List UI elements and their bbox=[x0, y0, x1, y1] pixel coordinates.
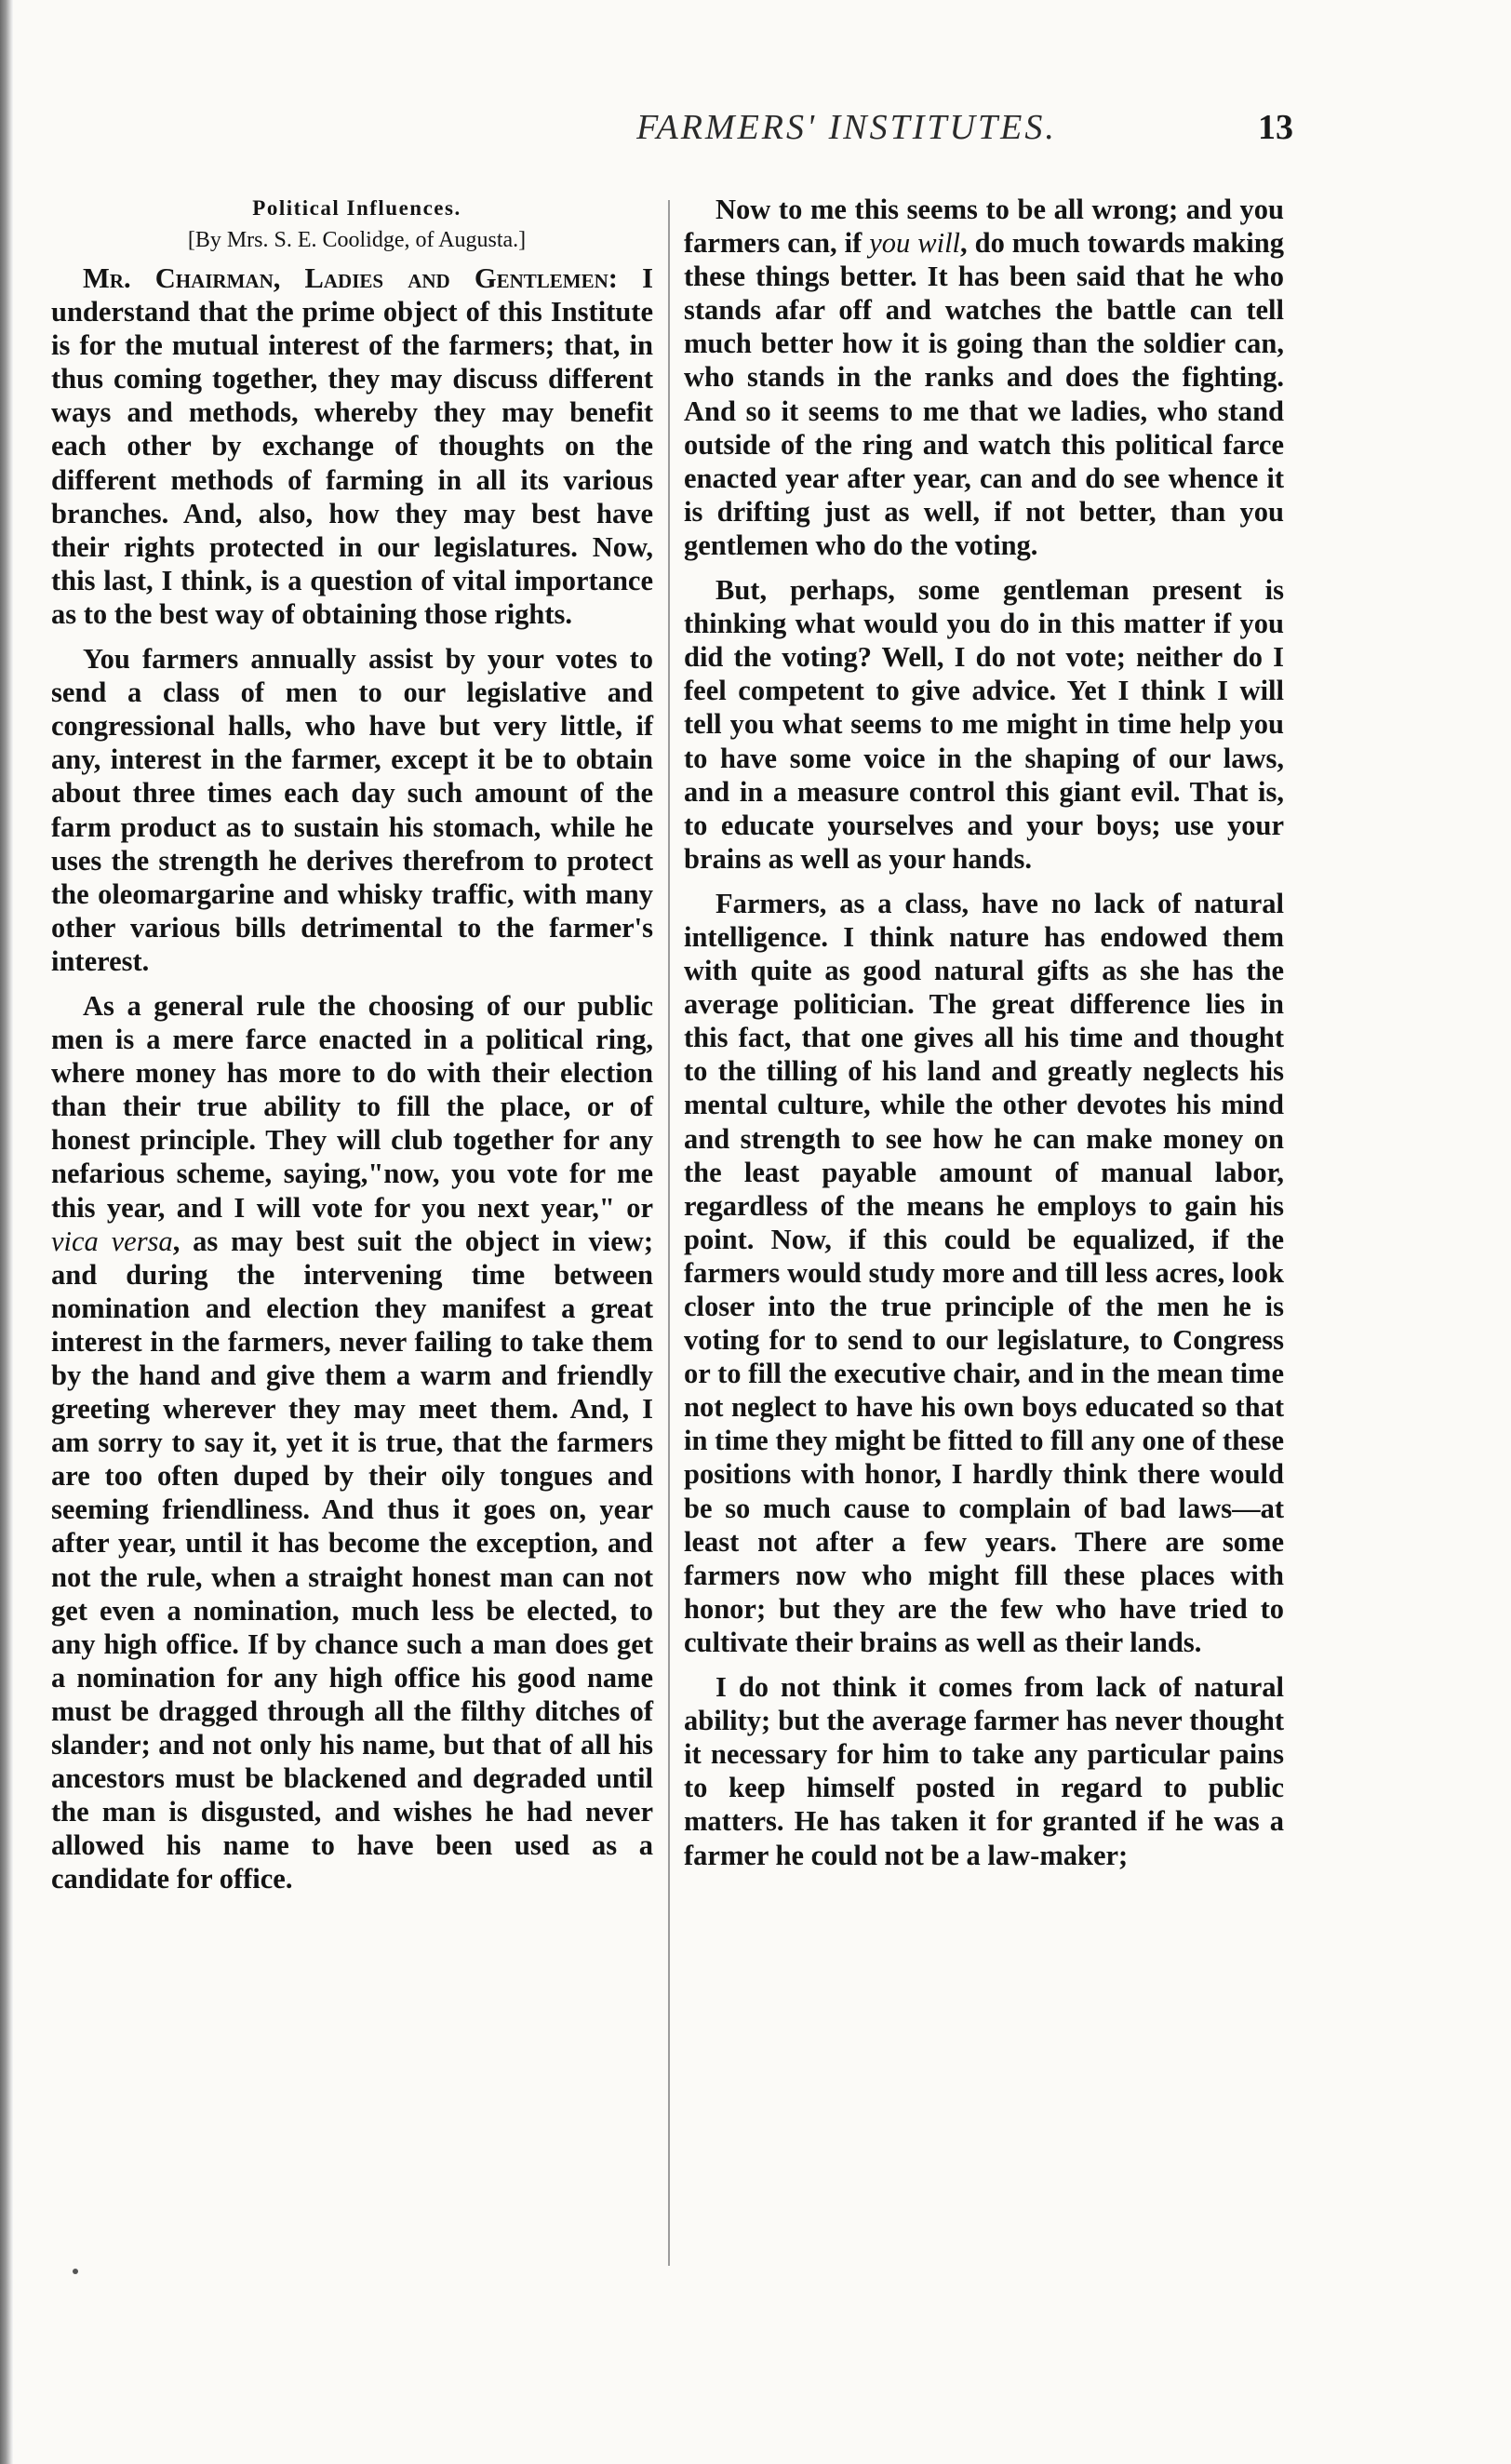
column-divider bbox=[668, 200, 670, 2266]
article-byline: [By Mrs. S. E. Coolidge, of Augusta.] bbox=[187, 228, 527, 252]
left-paragraph-2: You farmers annually assist by your votes to send a class of men to our legislative and congressional halls, who have but very little, if any, interest in the farmer, except it be to obtain about three times each day such amount of the farm product as to sustain his stomach, while he uses the strength he derives therefrom to protect the oleomargarine and whisky traffic, with many other various bills detrimental to the farmer's interest. bbox=[51, 643, 653, 977]
running-header: FARMERS' INSTITUTES. bbox=[636, 108, 1057, 147]
right-paragraph-2: But, perhaps, some gentleman present is thinking what would you do in this matter if you did the voting? Well, I do not vote; neither do I feel competent to give advice. Yet I think I will tell you what seems to me might in time help you to have some voice in the shaping of our laws, and in a measure control this giant evil. That is, to educate yourselves and your boys; use your brains as well as your hands. bbox=[684, 574, 1284, 875]
italic-phrase: vica versa bbox=[51, 1225, 173, 1257]
right-paragraph-1-text-b: , do much towards making these things better. It has been said that he who stands afar off and watches the battle can tell much better how it is going than the soldier can, who stands in the ranks and does the fighting. And so it seems to me that we ladies, who stand outside of the ring and watch this political farce enacted year after year, can and do see whence it is drifting just as well, if not better, than you gentlemen who do the voting. bbox=[684, 227, 1284, 561]
right-paragraph-1-text-a: Now to me this seems to be all wrong; and you farmers can, if bbox=[684, 194, 1284, 260]
italic-phrase: you will bbox=[869, 227, 961, 260]
left-paragraph-3 bbox=[51, 989, 653, 1896]
page-number: 13 bbox=[1258, 108, 1293, 147]
article-title: Political Influences. bbox=[252, 196, 461, 220]
right-paragraph-3: Farmers, as a class, have no lack of natural intelligence. I think nature has endowed them with quite as good natural gifts as she has the average politician. The great difference lies in this fact, that one gives all his time and thought to the tilling of his land and greatly neglects his mental culture, while the other devotes his mind and strength to see how he can make money on the least payable amount of manual labor, regardless of the means he employs to gain his point. Now, if this could be equalized, if the farmers would study more and till less acres, look closer into the true principle of the men he is voting for to send to our legislature, to Congress or to fill the executive chair, and in the mean time not neglect to have his own boys educated so that in time they might be fitted to fill any one of these positions with honor, I hardly think there would be so much cause to complain of bad laws—at least not after a few years. There are some farmers now who might fill these places with honor; but they are the few who have tried to cultivate their brains as well as their lands. bbox=[684, 887, 1284, 1658]
right-paragraph-1 bbox=[684, 193, 1284, 562]
salutation: Mr. Chairman, Ladies and Gentlemen bbox=[83, 262, 608, 294]
right-column bbox=[684, 193, 1284, 1872]
left-column bbox=[51, 191, 653, 1896]
left-paragraph-3-text-b: , as may best suit the object in view; and during the intervening time between nomination and election they manifest a great interest in the farmers, never failing to take them by the hand and give them a warm and friendly greeting wherever they may meet them. And, I am sorry to say it, yet it is true, that the farmers are too often duped by their oily tongues and seeming friendliness. And thus it goes on, year after year, until it has become the exception, and not the rule, when a straight honest man can not get even a nomination, much less be elected, to any high office. If by chance such a man does get a nomination for any high office his good name must be dragged through all the filthy ditches of slander; and not only his name, but that of all his ancestors must be blackened and degraded until the man is disgusted, and wishes he had never allowed his name to have been used as a candidate for office. bbox=[51, 1225, 653, 1895]
left-paragraph-1-text: : I understand that the prime object of this Institute is for the mutual interest of the farmers; that, in thus coming together, they may discuss different ways and methods, whereby they may benefit each other by exchange of thoughts on the different methods of farming in all its various branches. And, also, how they may best have their rights protected in our legislatures. Now, this last, I think, is a question of vital importance as to the best way of obtaining those rights. bbox=[51, 262, 653, 630]
left-paragraph-1 bbox=[51, 261, 653, 631]
right-paragraph-4: I do not think it comes from lack of natural ability; but the average farmer has never thought it necessary for him to take any particular pains to keep himself posted in regard to public matters. He has taken it for granted if he was a farmer he could not be a law-maker; bbox=[684, 1671, 1284, 1871]
ink-speck bbox=[73, 2269, 78, 2274]
left-paragraph-3-text-a: As a general rule the choosing of our public men is a mere farce enacted in a political ring, where money has more to do with their election than their true ability to fill the place, or of honest principle. They will club together for any nefarious scheme, saying,"now, you vote for me this year, and I will vote for you next year," or bbox=[51, 989, 653, 1224]
book-binding-edge bbox=[0, 0, 13, 2464]
